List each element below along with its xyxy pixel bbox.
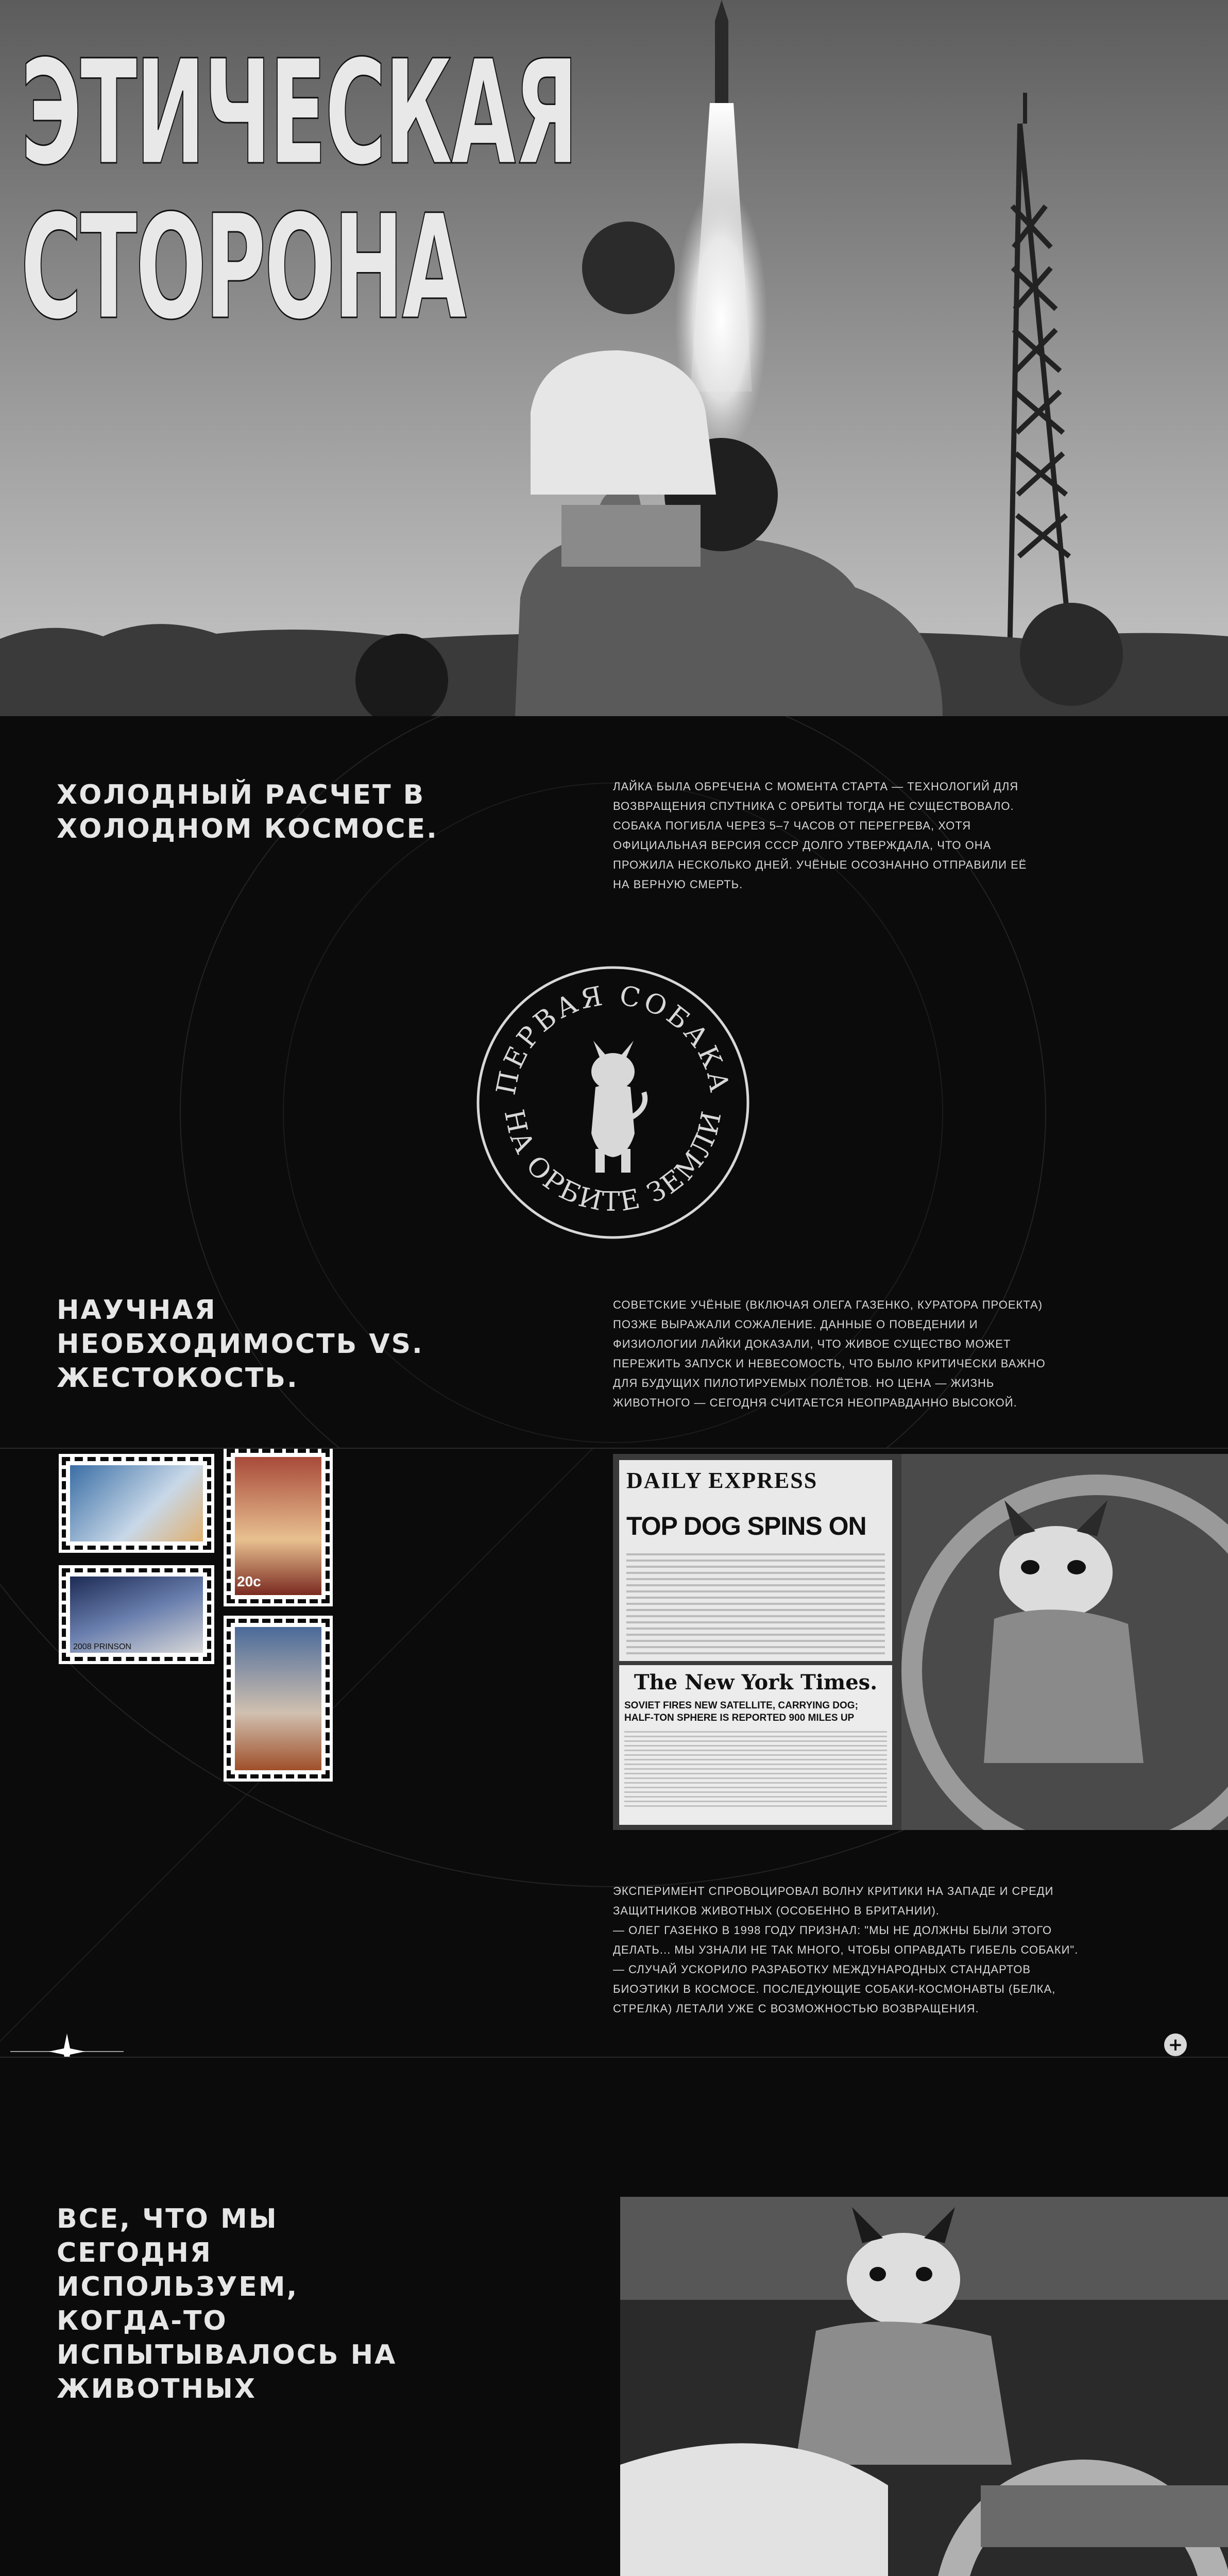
section4 [0, 2058, 1228, 2576]
newspaper-photo [613, 1454, 1228, 1830]
section1-heading: ХОЛОДНЫЙ РАСЧЕТ В ХОЛОДНОМ КОСМОСЕ. [57, 779, 438, 844]
stamp-label-2: 2008 PRINSON [73, 1642, 131, 1651]
section2-heading: НАУЧНАЯ НЕОБХОДИМОСТЬ VS. ЖЕСТОКОСТЬ. [57, 1295, 424, 1394]
dog-seal-icon [474, 963, 752, 1242]
newspaper-ny-times [619, 1665, 892, 1825]
section1-body: ЛАЙКА БЫЛА ОБРЕЧЕНА С МОМЕНТА СТАРТА — ТЕХНОЛОГИЙ ДЛЯ ВОЗВРАЩЕНИЯ СПУТНИКА С ОРБИТЫ ТОГДА НЕ СУЩЕСТВОВАЛО. СОБАКА ПОГИБЛА ЧЕРЕЗ 5–7 ЧАСОВ ОТ ПЕРЕГРЕВА, ХОТЯ ОФИЦИАЛЬНАЯ ВЕРСИЯ СССР ДОЛГО УТВЕРЖДАЛА, ЧТО ОНА ПРОЖИЛА НЕСКОЛЬКО ДНЕЙ. УЧЁНЫЕ ОСОЗНАННО ОТПРАВИЛИ ЕЁ НА ВЕРНУЮ СМЕРТЬ. [613, 780, 1027, 891]
stamp-4 [227, 1619, 330, 1778]
hero-section [0, 0, 1228, 716]
hero-title [21, 29, 577, 352]
hero-title-line1: ЭТИЧЕСКАЯ [21, 29, 577, 197]
seal-text-bottom: НА ОРБИТЕ ЗЕМЛИ [498, 1107, 728, 1218]
stamp-2 [62, 1568, 211, 1661]
stamp-label: 20c [237, 1573, 261, 1589]
newspaper-daily-express [619, 1460, 892, 1661]
masthead-2: The New York Times. [634, 1670, 878, 1694]
sparkle-star-icon [10, 2031, 124, 2057]
orbit-section [0, 716, 1228, 1448]
section2-body: СОВЕТСКИЕ УЧЁНЫЕ (ВКЛЮЧАЯ ОЛЕГА ГАЗЕНКО, КУРАТОРА ПРОЕКТА) ПОЗЖЕ ВЫРАЖАЛИ СОЖАЛЕНИЕ. ДАННЫЕ О ПОВЕДЕНИИ И ФИЗИОЛОГИИ ЛАЙКИ ДОКАЗАЛИ, ЧТО ЖИВОЕ СУЩЕСТВО МОЖЕТ ПЕРЕЖИТЬ ЗАПУСК И НЕВЕСОМОСТЬ, ЧТО БЫЛО КРИТИЧЕСКИ ВАЖНО ДЛЯ БУДУЩИХ ПИЛОТИРУЕМЫХ ПОЛЁТОВ. НО ЦЕНА — ЖИЗНЬ ЖИВОТНОГО — СЕГОДНЯ СЧИТАЕТСЯ НЕОПРАВДАННО ВЫСОКОЙ. [613, 1298, 1046, 1409]
plus-circle-icon[interactable]: + [1164, 2033, 1187, 2056]
headline-2: SOVIET FIRES NEW SATELLITE, CARRYING DOG; HALF-TON SPHERE IS REPORTED 900 MILES UP [624, 1700, 858, 1723]
stamp-3 [227, 1449, 330, 1603]
hero-title-line2: СТОРОНА [21, 184, 465, 352]
section3-body: ЭКСПЕРИМЕНТ СПРОВОЦИРОВАЛ ВОЛНУ КРИТИКИ НА ЗАПАДЕ И СРЕДИ ЗАЩИТНИКОВ ЖИВОТНЫХ (ОСОБЕННО В БРИТАНИИ). — ОЛЕГ ГАЗЕНКО В 1998 ГОДУ ПРИЗНАЛ: "МЫ НЕ ДОЛЖНЫ БЫЛИ ЭТОГО ДЕЛАТЬ... МЫ УЗНАЛИ НЕ ТАК МНОГО, ЧТОБЫ ОПРАВДАТЬ ГИБЕЛЬ СОБАКИ". — СЛУЧАЙ УСКОРИЛО РАЗРАБОТКУ МЕЖДУНАРОДНЫХ СТАНДАРТОВ БИОЭТИКИ В КОСМОСЕ. ПОСЛЕДУЮЩИЕ СОБАКИ-КОСМОНАВТЫ (БЕЛКА, СТРЕЛКА) ЛЕТАЛИ УЖЕ С ВОЗМОЖНОСТЬЮ ВОЗВРАЩЕНИЯ. [613, 1885, 1079, 2015]
section4-heading: ВСЕ, ЧТО МЫ СЕГОДНЯ ИСПОЛЬЗУЕМ, КОГДА-ТО ИСПЫТЫВАЛОСЬ НА ЖИВОТНЫХ [57, 2204, 397, 2404]
lab-dog-photo [620, 2197, 1228, 2576]
capsule-dog-photo [901, 1454, 1228, 1830]
stamp-1 [62, 1457, 211, 1550]
seal-text-top: ПЕРВАЯ СОБАКА [490, 980, 736, 1098]
stamps-section [0, 1449, 1228, 2057]
headline-1: TOP DOG SPINS ON [626, 1512, 866, 1540]
masthead-1: DAILY EXPRESS [626, 1468, 818, 1493]
